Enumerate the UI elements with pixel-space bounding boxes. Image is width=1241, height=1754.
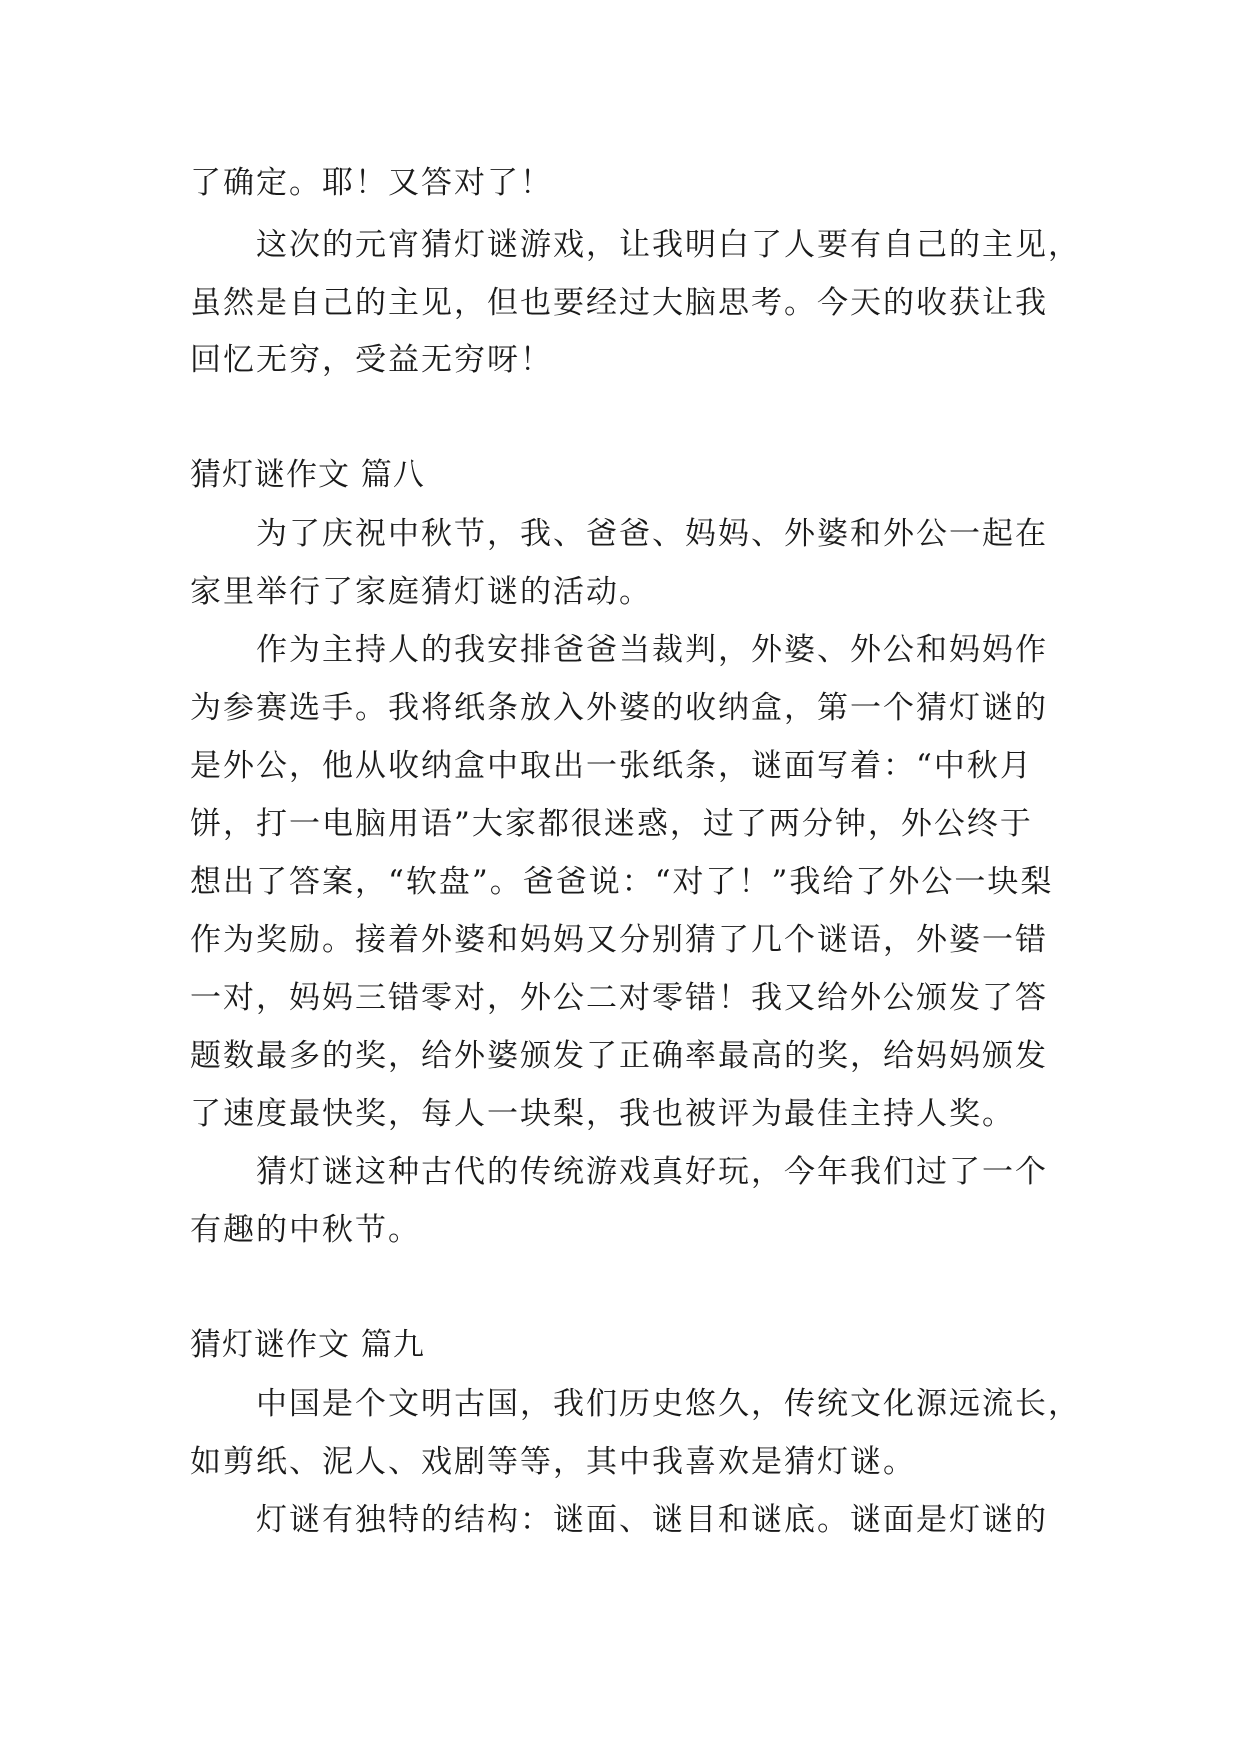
text-line: 如剪纸、泥人、戏剧等等，其中我喜欢是猜灯谜。 (190, 1444, 916, 1480)
text-line: 饼，打一电脑用语”大家都很迷惑，过了两分钟，外公终于 (190, 806, 1033, 842)
paragraph-first-line: 中国是个文明古国，我们历史悠久，传统文化源远流长， (256, 1386, 1081, 1422)
text-line: 题数最多的奖，给外婆颁发了正确率最高的奖，给妈妈颁发 (190, 1038, 1048, 1074)
text-line: 有趣的中秋节。 (190, 1212, 421, 1248)
text-line: 作为奖励。接着外婆和妈妈又分别猜了几个谜语，外婆一错 (190, 922, 1048, 958)
paragraph-first-line: 作为主持人的我安排爸爸当裁判，外婆、外公和妈妈作 (256, 632, 1048, 668)
paragraph-first-line: 这次的元宵猜灯谜游戏，让我明白了人要有自己的主见， (256, 227, 1081, 263)
text-line: 一对，妈妈三错零对，外公二对零错！我又给外公颁发了答 (190, 980, 1048, 1016)
paragraph-first-line: 为了庆祝中秋节，我、爸爸、妈妈、外婆和外公一起在 (256, 516, 1048, 552)
text-line: 为参赛选手。我将纸条放入外婆的收纳盒，第一个猜灯谜的 (190, 690, 1048, 726)
text-line: 虽然是自己的主见，但也要经过大脑思考。今天的收获让我 (190, 285, 1048, 321)
text-line: 家里举行了家庭猜灯谜的活动。 (190, 574, 652, 610)
text-line: 是外公，他从收纳盒中取出一张纸条，谜面写着：“中秋月 (190, 748, 1033, 784)
section-heading: 猜灯谜作文 篇九 (190, 1327, 425, 1363)
paragraph-first-line: 灯谜有独特的结构：谜面、谜目和谜底。谜面是灯谜的 (256, 1502, 1048, 1538)
text-line: 想出了答案，“软盘”。爸爸说：“对了！”我给了外公一块梨 (190, 864, 1054, 900)
paragraph-first-line: 猜灯谜这种古代的传统游戏真好玩，今年我们过了一个 (256, 1154, 1048, 1190)
section-heading: 猜灯谜作文 篇八 (190, 457, 425, 493)
text-line: 回忆无穷，受益无穷呀！ (190, 342, 553, 378)
text-line: 了确定。耶！又答对了！ (190, 165, 553, 201)
text-line: 了速度最快奖，每人一块梨，我也被评为最佳主持人奖。 (190, 1096, 1015, 1132)
